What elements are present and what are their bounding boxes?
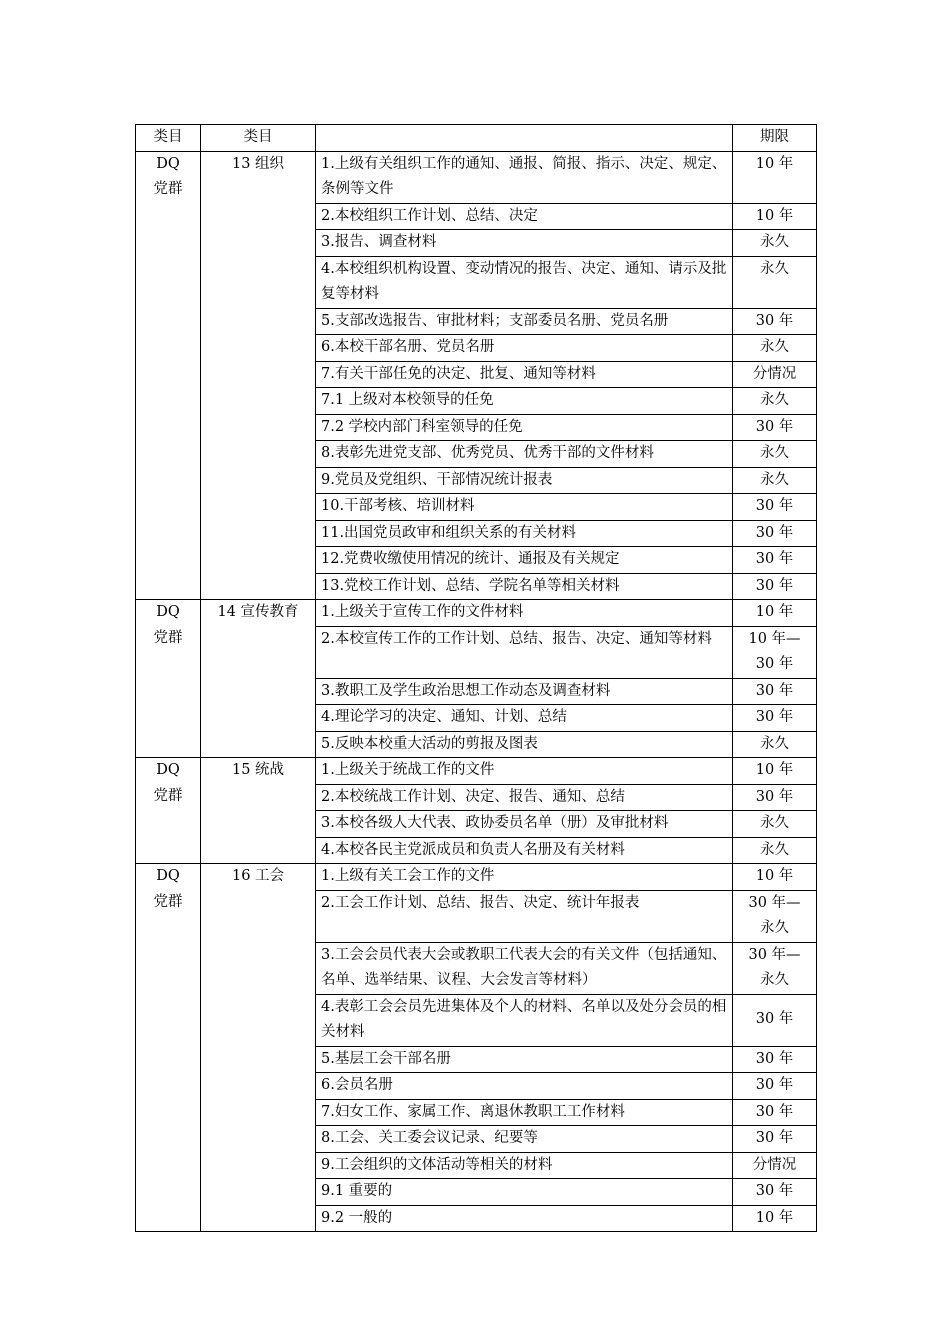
item-description: 9.2 一般的 <box>316 1205 733 1232</box>
subcategory-name: 13 组织 <box>201 151 316 600</box>
item-description: 3.教职工及学生政治思想工作动态及调查材料 <box>316 678 733 705</box>
item-description: 3.本校各级人大代表、政协委员名单（册）及审批材料 <box>316 811 733 838</box>
retention-schedule-table <box>135 124 817 1232</box>
retention-term: 30 年 <box>733 520 817 547</box>
retention-term: 永久 <box>733 811 817 838</box>
item-description: 1.上级关于统战工作的文件 <box>316 758 733 785</box>
item-description: 11.出国党员政审和组织关系的有关材料 <box>316 520 733 547</box>
header-category-1: 类目 <box>136 125 201 152</box>
retention-term-to: 永久 <box>760 972 789 988</box>
item-description: 3.报告、调查材料 <box>316 230 733 257</box>
retention-term: 永久 <box>733 467 817 494</box>
retention-term: 永久 <box>733 335 817 362</box>
item-description: 8.工会、关工委会议记录、纪要等 <box>316 1126 733 1153</box>
table-body <box>136 125 817 1232</box>
retention-term: 10 年 <box>733 758 817 785</box>
retention-term: 10 年 <box>733 203 817 230</box>
item-description: 4.本校组织机构设置、变动情况的报告、决定、通知、请示及批复等材料 <box>316 256 733 308</box>
retention-term: 30 年 <box>733 784 817 811</box>
item-description: 9.1 重要的 <box>316 1179 733 1206</box>
retention-term: 10 年 <box>733 1205 817 1232</box>
item-description: 4.本校各民主党派成员和负责人名册及有关材料 <box>316 837 733 864</box>
item-description: 6.本校干部名册、党员名册 <box>316 335 733 362</box>
retention-term: 30 年 <box>733 494 817 521</box>
item-description: 4.表彰工会会员先进集体及个人的材料、名单以及处分会员的相关材料 <box>316 994 733 1046</box>
item-description: 9.工会组织的文体活动等相关的材料 <box>316 1152 733 1179</box>
category-dept: 党群 <box>153 787 183 804</box>
item-description: 9.党员及党组织、干部情况统计报表 <box>316 467 733 494</box>
table-row <box>136 864 817 891</box>
retention-term: 30 年 <box>733 414 817 441</box>
item-description: 1.上级有关组织工作的通知、通报、简报、指示、决定、规定、条例等文件 <box>316 151 733 203</box>
category-code: DQ <box>156 868 180 884</box>
retention-term: 永久 <box>733 256 817 308</box>
retention-term: 30 年 <box>733 1046 817 1073</box>
retention-term-from: 10 年— <box>748 630 801 647</box>
item-description: 2.本校统战工作计划、决定、报告、通知、总结 <box>316 784 733 811</box>
subcategory-name: 16 工会 <box>201 864 316 1232</box>
item-description: 7.有关干部任免的决定、批复、通知等材料 <box>316 361 733 388</box>
category-code-cell <box>136 758 201 864</box>
item-description: 2.本校组织工作计划、总结、决定 <box>316 203 733 230</box>
header-term: 期限 <box>733 125 817 152</box>
retention-term: 永久 <box>733 837 817 864</box>
item-description: 5.基层工会干部名册 <box>316 1046 733 1073</box>
retention-term: 永久 <box>733 388 817 415</box>
item-description: 8.表彰先进党支部、优秀党员、优秀干部的文件材料 <box>316 441 733 468</box>
retention-term: 10 年 <box>733 600 817 627</box>
retention-term: 永久 <box>733 441 817 468</box>
category-code: DQ <box>156 604 180 620</box>
item-description: 4.理论学习的决定、通知、计划、总结 <box>316 705 733 732</box>
item-description: 1.上级有关工会工作的文件 <box>316 864 733 891</box>
retention-term: 分情况 <box>733 1152 817 1179</box>
retention-term: 永久 <box>733 731 817 758</box>
retention-term-from: 30 年— <box>748 946 801 963</box>
retention-term-to: 永久 <box>760 920 789 936</box>
retention-term: 30 年 <box>733 1099 817 1126</box>
category-code: DQ <box>156 155 180 172</box>
subcategory-name: 14 宣传教育 <box>201 600 316 758</box>
retention-term: 30 年 <box>733 994 817 1046</box>
category-code-cell <box>136 600 201 758</box>
retention-term: 30 年 <box>733 1126 817 1153</box>
item-description: 7.1 上级对本校领导的任免 <box>316 388 733 415</box>
category-dept: 党群 <box>153 181 183 197</box>
item-description: 2.工会工作计划、总结、报告、决定、统计年报表 <box>316 890 733 942</box>
header-content <box>316 125 733 152</box>
item-description: 13.党校工作计划、总结、学院名单等相关材料 <box>316 573 733 600</box>
retention-term: 10 年 <box>733 864 817 891</box>
table-row <box>136 600 817 627</box>
item-description: 3.工会会员代表大会或教职工代表大会的有关文件（包括通知、名单、选举结果、议程、大会发言等材料） <box>316 942 733 994</box>
retention-term: 30 年 <box>733 705 817 732</box>
item-description: 7.2 学校内部门科室领导的任免 <box>316 414 733 441</box>
category-code-cell <box>136 151 201 600</box>
category-code-cell <box>136 864 201 1232</box>
item-description: 12.党费收缴使用情况的统计、通报及有关规定 <box>316 547 733 574</box>
category-code: DQ <box>156 762 180 778</box>
category-dept: 党群 <box>153 629 183 646</box>
retention-term: 永久 <box>733 230 817 257</box>
table-row <box>136 758 817 785</box>
item-description: 6.会员名册 <box>316 1073 733 1100</box>
category-dept: 党群 <box>153 893 183 910</box>
header-row <box>136 125 817 152</box>
header-category-2: 类目 <box>201 125 316 152</box>
item-description: 5.反映本校重大活动的剪报及图表 <box>316 731 733 758</box>
retention-term: 30 年 <box>733 573 817 600</box>
retention-term: 30 年 <box>733 547 817 574</box>
item-description: 7.妇女工作、家属工作、离退休教职工工作材料 <box>316 1099 733 1126</box>
retention-term: 10 年 <box>733 151 817 203</box>
retention-term <box>733 942 817 994</box>
retention-term <box>733 626 817 678</box>
item-description: 2.本校宣传工作的工作计划、总结、报告、决定、通知等材料 <box>316 626 733 678</box>
retention-term: 30 年 <box>733 308 817 335</box>
table-row <box>136 151 817 203</box>
retention-term: 30 年 <box>733 1073 817 1100</box>
item-description: 5.支部改选报告、审批材料；支部委员名册、党员名册 <box>316 308 733 335</box>
subcategory-name: 15 统战 <box>201 758 316 864</box>
retention-term-to: 30 年 <box>755 656 794 672</box>
retention-term-from: 30 年— <box>748 894 801 911</box>
item-description: 1.上级关于宣传工作的文件材料 <box>316 600 733 627</box>
retention-term: 30 年 <box>733 678 817 705</box>
item-description: 10.干部考核、培训材料 <box>316 494 733 521</box>
retention-term: 分情况 <box>733 361 817 388</box>
retention-term: 30 年 <box>733 1179 817 1206</box>
retention-term <box>733 890 817 942</box>
